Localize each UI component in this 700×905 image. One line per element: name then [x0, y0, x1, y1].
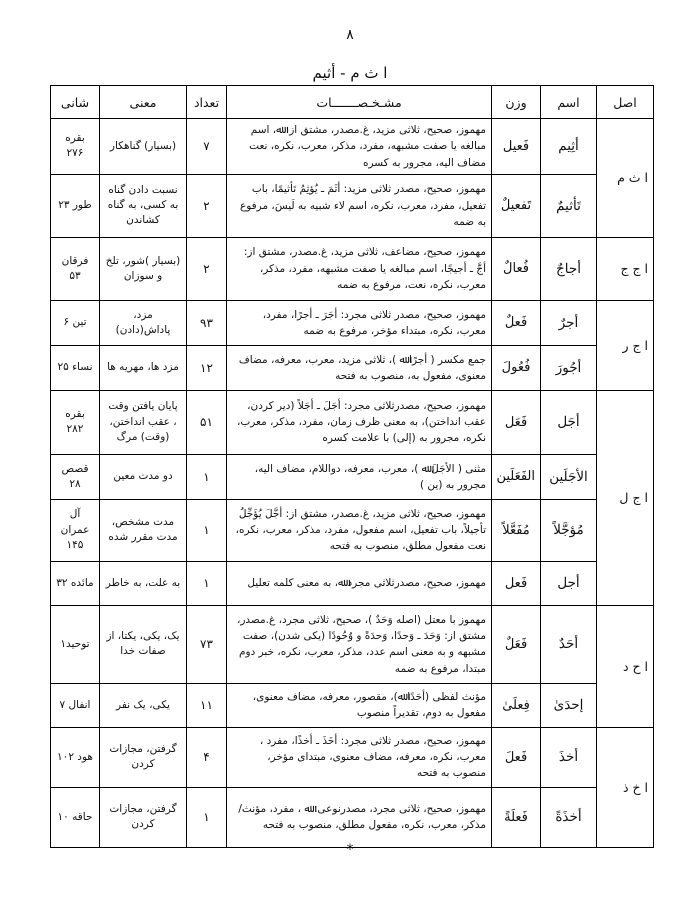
word-cell: تَأثيمٌ	[541, 174, 597, 237]
pattern-cell: فَعلَ	[492, 727, 541, 787]
reference-cell: طور ۲۳	[51, 174, 100, 237]
meaning-cell: گرفتن، مجازات کردن	[100, 727, 187, 787]
count-cell: ۱	[187, 499, 227, 561]
word-cell: مُؤجَّلاً	[541, 499, 597, 561]
meaning-cell: مدت مشخص، مدت مقرر شده	[100, 499, 187, 561]
description-cell: مهموز، صحيح، ثلاثی مزيد، غ.مصدر، مشتق از: أجَّلَ يُؤَجِّلُ تأجيلاً، باب تفعيل، اسم مفعول، مفرد، مذکر، معرب، نکره، نعت مفعول مطلق، منصوب به فتحه	[227, 499, 492, 561]
table-header-row	[51, 86, 654, 119]
description-cell: مهموز، صحيح، مصدرثلاثی مجرد: أجَلَ ـ أجَلاً (دير کردن، عقب انداختن)، به معنی ظرف زمان، مفرد، مذکر، معرب، نکره، مجرور به (إلی) با علامت کسره	[227, 390, 492, 454]
description-cell: مهموز، صحيح، ثلاثی مجرد، مصدرنوعی: ﷲ ، مفرد، مؤنث/مذکر، معرب، نکره، مفعول مطلق، منصوب به فتحه	[227, 787, 492, 847]
description-cell: مهموز با معتل (اصله وَحَدٌ )، صحيح، ثلاثی مجرد، غ.مصدر، مشتق از: وَحَدَ ـ وَحدًا، وَحدَةً و وُحُودًا (يکی شدن)، صفت مشبهه و به معنی اسم عدد، مذکر، معرب، نکره، خبر دوم مبتدا، مرفوع به ضمه	[227, 605, 492, 683]
reference-cell: بقره ۲۸۲	[51, 390, 100, 454]
word-cell: أجاجٌ	[541, 237, 597, 300]
count-cell: ۱	[187, 454, 227, 499]
description-cell: مهموز، صحيح، ثلاثی مزيد، غ.مصدر، مشتق از: ﷲ، اسم مبالغه يا صفت مشبهه، مفرد، مذکر، معرب، نکره، نعت مضاف اليه، مجرور به کسره	[227, 119, 492, 175]
reference-cell: قصص ۲۸	[51, 454, 100, 499]
description-cell: جمع مکسر ( أجرًا ﷲ )، ثلاثی مزيد، معرب، معرفه، مضاف معنوی، مفعول به، منصوب به فتحه	[227, 345, 492, 390]
description-cell: مثنی ( الأجَلَ ﷲ )، معرب، معرفه، دواللام، مضاف اليه، مجرور به (ين )	[227, 454, 492, 499]
pattern-cell: فَعل	[492, 561, 541, 605]
table-row	[51, 300, 654, 345]
pattern-cell: فَعيل	[492, 119, 541, 175]
header-count: تعداد	[187, 86, 227, 119]
pattern-cell: فَعَل	[492, 390, 541, 454]
reference-cell: توحيد۱	[51, 605, 100, 683]
reference-cell: مائده ۳۲	[51, 561, 100, 605]
header-vazn: وزن	[492, 86, 541, 119]
table-row	[51, 499, 654, 561]
description-cell: مهموز، صحيح، مصدر ثلاثی مزيد: أثَمَ ـ يُؤثِمُ تَأثيمًا، باب تفعيل، مفرد، معرب، نکره، اسم لاء شبيه به لَيسَ، مرفوع به ضمه	[227, 174, 492, 237]
meaning-cell: نسبت دادن گناه به کسی، به گناه کشاندن	[100, 174, 187, 237]
word-cell: أجُورَ	[541, 345, 597, 390]
pattern-cell: فُعُولَ	[492, 345, 541, 390]
header-ref: شانی	[51, 86, 100, 119]
count-cell: ۲	[187, 237, 227, 300]
reference-cell: فرقان ۵۳	[51, 237, 100, 300]
word-cell: أجرٌ	[541, 300, 597, 345]
root-cell: ا ج ج	[597, 237, 654, 300]
header-esm: اسم	[541, 86, 597, 119]
pattern-cell: فُعالٌ	[492, 237, 541, 300]
pattern-cell: الفَعَلَين	[492, 454, 541, 499]
description-cell: مؤنث لفظی (أحَدًا ﷲ)، مقصور، معرفه، مضاف معنوی، مفعول به دوم، تقديراً منصوب	[227, 683, 492, 727]
meaning-cell: دو مدت معين	[100, 454, 187, 499]
table-row	[51, 787, 654, 847]
reference-cell: تين ۶	[51, 300, 100, 345]
root-cell: ا ح د	[597, 605, 654, 727]
meaning-cell: يکی، يک نفر	[100, 683, 187, 727]
pattern-cell: مُفَعَّلاً	[492, 499, 541, 561]
count-cell: ۱۲	[187, 345, 227, 390]
table-row	[51, 683, 654, 727]
pattern-cell: فَعَلٌ	[492, 605, 541, 683]
count-cell: ۷	[187, 119, 227, 175]
table-row	[51, 174, 654, 237]
count-cell: ۲	[187, 174, 227, 237]
meaning-cell: مزد، پاداش(دادن)	[100, 300, 187, 345]
meaning-cell: (بسيار) گناهکار	[100, 119, 187, 175]
meaning-cell: (بسيار )شور، تلخ و سوزان	[100, 237, 187, 300]
description-cell: مهموز، صحيح، مصدرثلاثی مجرد ﷲ، به معنی کلمه تعليل	[227, 561, 492, 605]
table-row	[51, 345, 654, 390]
reference-cell: نساء ۲۵	[51, 345, 100, 390]
description-cell: مهموز، صحيح، مصدر ثلاثی مجرد: أجَرَ ـ أجرًا، مفرد، معرب، نکره، مبتداء مؤخر، مرفوع به ضمه	[227, 300, 492, 345]
table-row	[51, 390, 654, 454]
word-cell: أثِيم	[541, 119, 597, 175]
pattern-cell: تَفعيلٌ	[492, 174, 541, 237]
header-asl: اصل	[597, 86, 654, 119]
count-cell: ۷۳	[187, 605, 227, 683]
footer-mark: *	[346, 842, 354, 858]
word-cell: إحدَیٰ	[541, 683, 597, 727]
table-row	[51, 454, 654, 499]
reference-cell: حاقه ۱۰	[51, 787, 100, 847]
reference-cell: آل عمران ۱۴۵	[51, 499, 100, 561]
reference-cell: انفال ۷	[51, 683, 100, 727]
reference-cell: بقره ۲۷۶	[51, 119, 100, 175]
meaning-cell: مزد ها، مهريه ها	[100, 345, 187, 390]
meaning-cell: يک، يکی، يکتا، از صفات خدا	[100, 605, 187, 683]
word-cell: الأجَلَين	[541, 454, 597, 499]
pattern-cell: فِعلَیٰ	[492, 683, 541, 727]
lexicon-table	[50, 85, 654, 848]
reference-cell: هود ۱۰۲	[51, 727, 100, 787]
word-cell: أجل	[541, 561, 597, 605]
meaning-cell: پايان يافتن وقت ، عقب انداختن، (وقت) مرگ	[100, 390, 187, 454]
table-row	[51, 605, 654, 683]
word-cell: أخذَةً	[541, 787, 597, 847]
table-row	[51, 561, 654, 605]
count-cell: ۴	[187, 727, 227, 787]
count-cell: ۱	[187, 561, 227, 605]
count-cell: ۱۱	[187, 683, 227, 727]
meaning-cell: گرفتن، مجازات کردن	[100, 787, 187, 847]
page-number: ۸	[346, 27, 354, 43]
root-cell: ا ج ل	[597, 390, 654, 605]
table-row	[51, 727, 654, 787]
header-meaning: معنی	[100, 86, 187, 119]
table-row	[51, 119, 654, 175]
page-heading: ا ث م - أثيم	[312, 64, 388, 82]
word-cell: أجَل	[541, 390, 597, 454]
count-cell: ۹۳	[187, 300, 227, 345]
root-cell: ا ج ر	[597, 300, 654, 390]
word-cell: أحَدٌ	[541, 605, 597, 683]
description-cell: مهموز، صحيح، مصدر ثلاثی مجرد: أخَذَ ـ أخذًا، مفرد ، معرب، نکره، معرفه، مضاف معنوی، مبتدای مؤخر، منصوب به فتحه	[227, 727, 492, 787]
meaning-cell: به علت، به خاطر	[100, 561, 187, 605]
description-cell: مهموز، صحيح، مضاعف، ثلاثی مزيد، غ.مصدر، مشتق از: أجَّ ـ أجيجًا، اسم مبالغه يا صفت مشبهه، مفرد، مذکر، معرب، نکره، نعت، مرفوع به ضمه	[227, 237, 492, 300]
count-cell: ۱	[187, 787, 227, 847]
word-cell: أخذَ	[541, 727, 597, 787]
header-desc: مشـخـصـــــــات	[227, 86, 492, 119]
count-cell: ۵۱	[187, 390, 227, 454]
root-cell: ا ث م	[597, 119, 654, 238]
pattern-cell: فَعلٌ	[492, 300, 541, 345]
pattern-cell: فَعلَةً	[492, 787, 541, 847]
table-row	[51, 237, 654, 300]
root-cell: ا خ ذ	[597, 727, 654, 847]
